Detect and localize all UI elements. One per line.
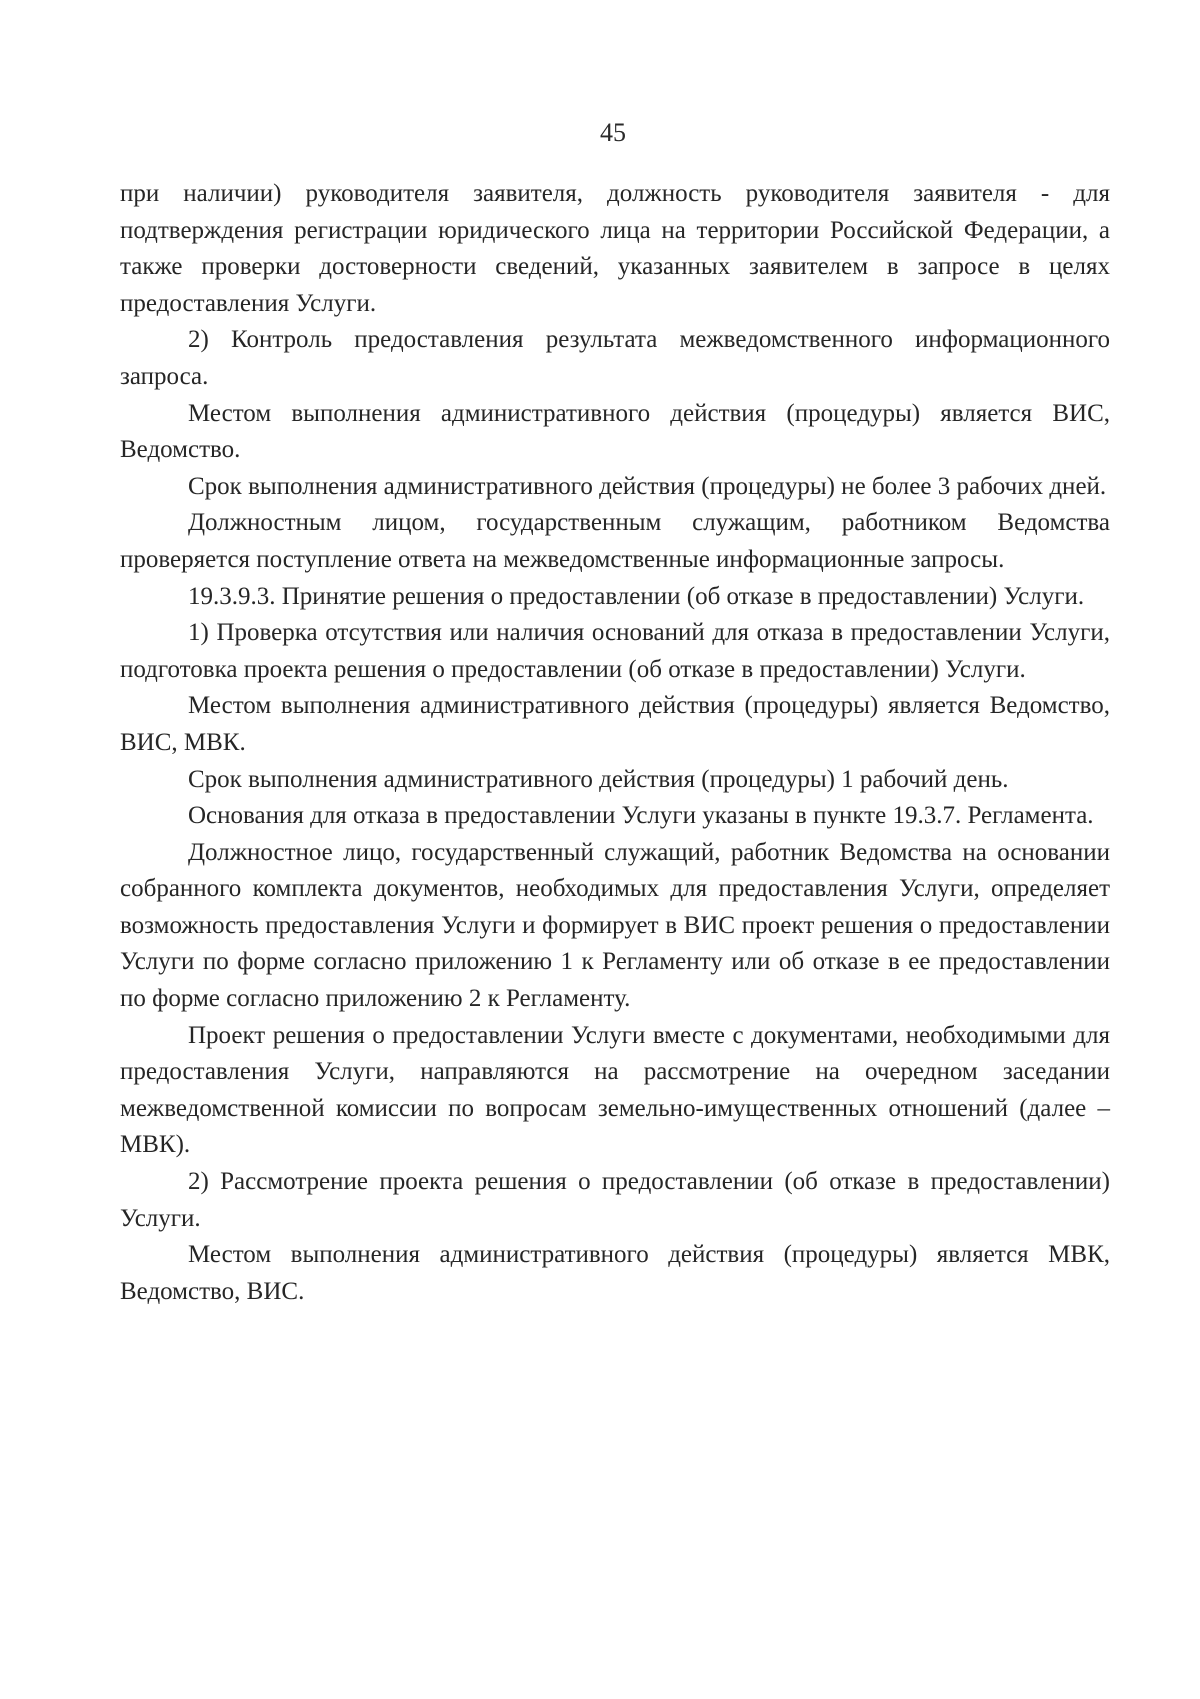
paragraph-official-decision: Должностное лицо, государственный служащий, работник Ведомства на основании собранного комплекта документов, необходимых для предоставления Услуги, определяет возможность предоставления Услуги и формирует в ВИС проект решения о предоставлении Услуги по форме согласно приложению 1 к Регламенту или об отказе в ее предоставлении по форме согласно приложению 2 к Регламенту. bbox=[120, 838, 1110, 1013]
paragraph-continuation: при наличии) руководителя заявителя, должность руководителя заявителя - для подтверждения регистрации юридического лица на территории Российской Федерации, а также проверки достоверности сведений, указанных заявителем в запросе в целях предоставления Услуги. bbox=[120, 180, 1110, 317]
paragraph-place-of-action: Местом выполнения административного действия (процедуры) является ВИС, Ведомство. bbox=[120, 399, 1110, 464]
paragraph-draft-decision: Проект решения о предоставлении Услуги вместе с документами, необходимыми для предоставления Услуги, направляются на рассмотрение на очередном заседании межведомственной комиссии по вопросам земельно-имущественных отношений (далее – МВК). bbox=[120, 1021, 1110, 1159]
page-number: 45 bbox=[600, 118, 626, 147]
paragraph-refusal-grounds: Основания для отказа в предоставлении Услуги указаны в пункте 19.3.7. Регламента. bbox=[188, 802, 1094, 830]
paragraph-review-step: 2) Рассмотрение проекта решения о предоставлении (об отказе в предоставлении) Услуги. bbox=[120, 1168, 1110, 1232]
paragraph-place-of-action: Местом выполнения административного действия (процедуры) является МВК, Ведомство, ВИС. bbox=[120, 1241, 1110, 1305]
paragraph-control-step: 2) Контроль предоставления результата межведомственного информационного запроса. bbox=[120, 326, 1110, 390]
paragraph-place-of-action: Местом выполнения административного действия (процедуры) является Ведомство, ВИС, МВК. bbox=[120, 692, 1110, 756]
paragraph-section-heading: 19.3.9.3. Принятие решения о предоставлении (об отказе в предоставлении) Услуги. bbox=[188, 582, 1085, 610]
paragraph-check-step: 1) Проверка отсутствия или наличия оснований для отказа в предоставлении Услуги, подготовка проекта решения о предоставлении (об отказе в предоставлении) Услуги. bbox=[120, 619, 1110, 683]
document-body bbox=[120, 176, 1110, 1310]
paragraph-deadline: Срок выполнения административного действия (процедуры) не более 3 рабочих дней. bbox=[188, 472, 1107, 500]
paragraph-responsible-official: Должностным лицом, государственным служащим, работником Ведомства проверяется поступление ответа на межведомственные информационные запросы. bbox=[120, 509, 1110, 573]
paragraph-deadline: Срок выполнения административного действия (процедуры) 1 рабочий день. bbox=[188, 765, 1009, 793]
